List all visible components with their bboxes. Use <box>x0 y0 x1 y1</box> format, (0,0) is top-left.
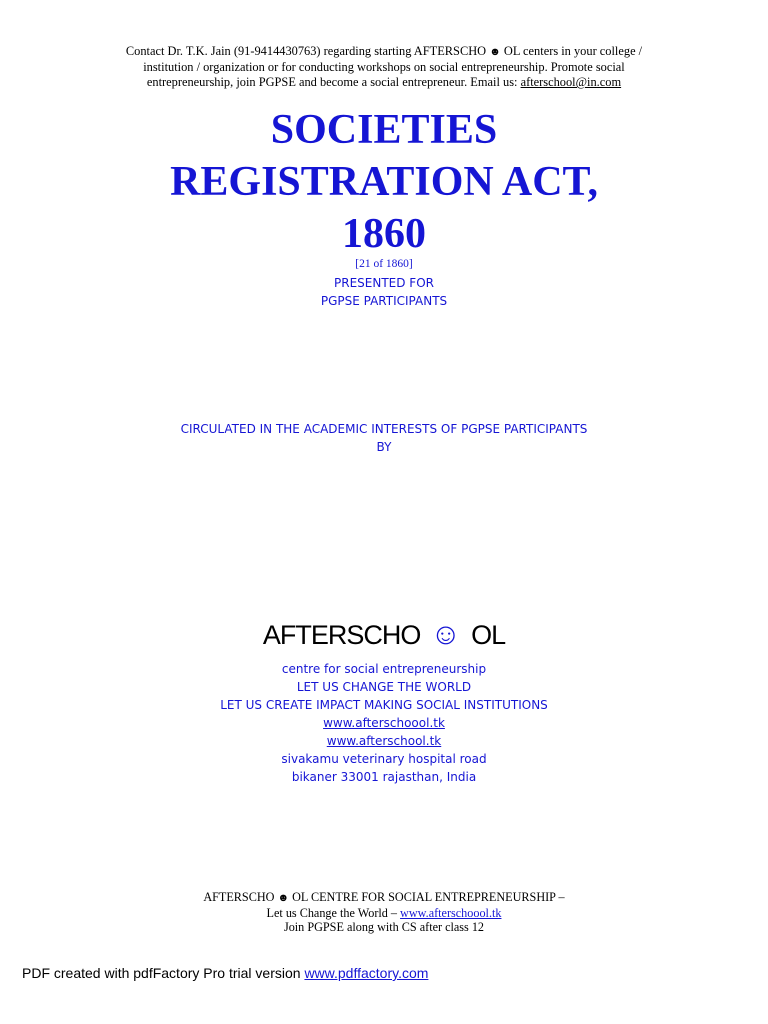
smiley-face-icon: ☺ <box>430 618 462 651</box>
presented-line1: PRESENTED FOR <box>334 276 434 290</box>
logo-part2: OL <box>471 620 506 650</box>
footer-smiley-icon: ☻ <box>277 892 290 904</box>
pdffactory-link[interactable]: www.pdffactory.com <box>304 965 429 981</box>
circulated-line1: CIRCULATED IN THE ACADEMIC INTERESTS OF PGPSE PARTICIPANTS <box>180 422 588 436</box>
pdf-note-text: PDF created with pdfFactory Pro trial version <box>22 965 301 981</box>
info-address-street: sivakamu veterinary hospital road <box>281 752 487 766</box>
page-footer <box>0 890 768 935</box>
smiley-icon: ☻ <box>489 46 501 58</box>
circulated-line2: BY <box>376 440 392 454</box>
footer-line3: Join PGPSE along with CS after class 12 <box>283 920 485 934</box>
footer-website-link[interactable]: www.afterschoool.tk <box>400 905 502 920</box>
title-line1: SOCIETIES <box>270 107 498 153</box>
afterschool-logo <box>0 618 768 652</box>
footer-line2-pre: Let us Change the World – <box>266 905 397 920</box>
document-title <box>60 104 708 260</box>
footer-line1-pre: AFTERSCHO <box>203 890 275 904</box>
contact-header <box>100 44 668 90</box>
contact-line1-post: OL centers in your college / <box>503 44 643 58</box>
presented-line2: PGPSE PARTICIPANTS <box>320 294 448 308</box>
title-line2: REGISTRATION ACT, <box>170 159 598 205</box>
info-address-city: bikaner 33001 rajasthan, India <box>291 770 477 784</box>
presented-block <box>0 274 768 310</box>
organization-info <box>0 660 768 786</box>
act-number: [21 of 1860] <box>355 258 413 270</box>
website-link-2[interactable]: www.afterschool.tk <box>326 734 442 748</box>
footer-line1-post: OL CENTRE FOR SOCIAL ENTREPRENEURSHIP – <box>292 890 565 904</box>
contact-line1-pre: Contact Dr. T.K. Jain (91-9414430763) regarding starting AFTERSCHO <box>125 44 487 58</box>
info-mission: LET US CREATE IMPACT MAKING SOCIAL INSTITUTIONS <box>220 698 548 712</box>
logo-part1: AFTERSCHO <box>262 620 421 650</box>
pdf-creator-note <box>22 965 428 981</box>
contact-email-link[interactable]: afterschool@in.com <box>520 75 622 89</box>
title-line3: 1860 <box>342 211 426 257</box>
contact-line3: entrepreneurship, join PGPSE and become a social entrepreneur. Email us: <box>146 75 518 89</box>
website-link-1[interactable]: www.afterschoool.tk <box>323 716 445 730</box>
info-slogan: LET US CHANGE THE WORLD <box>296 680 472 694</box>
info-tagline: centre for social entrepreneurship <box>281 662 487 676</box>
circulated-block <box>0 420 768 456</box>
contact-line2: institution / organization or for conducting workshops on social entrepreneurship. Promote social <box>143 60 625 74</box>
